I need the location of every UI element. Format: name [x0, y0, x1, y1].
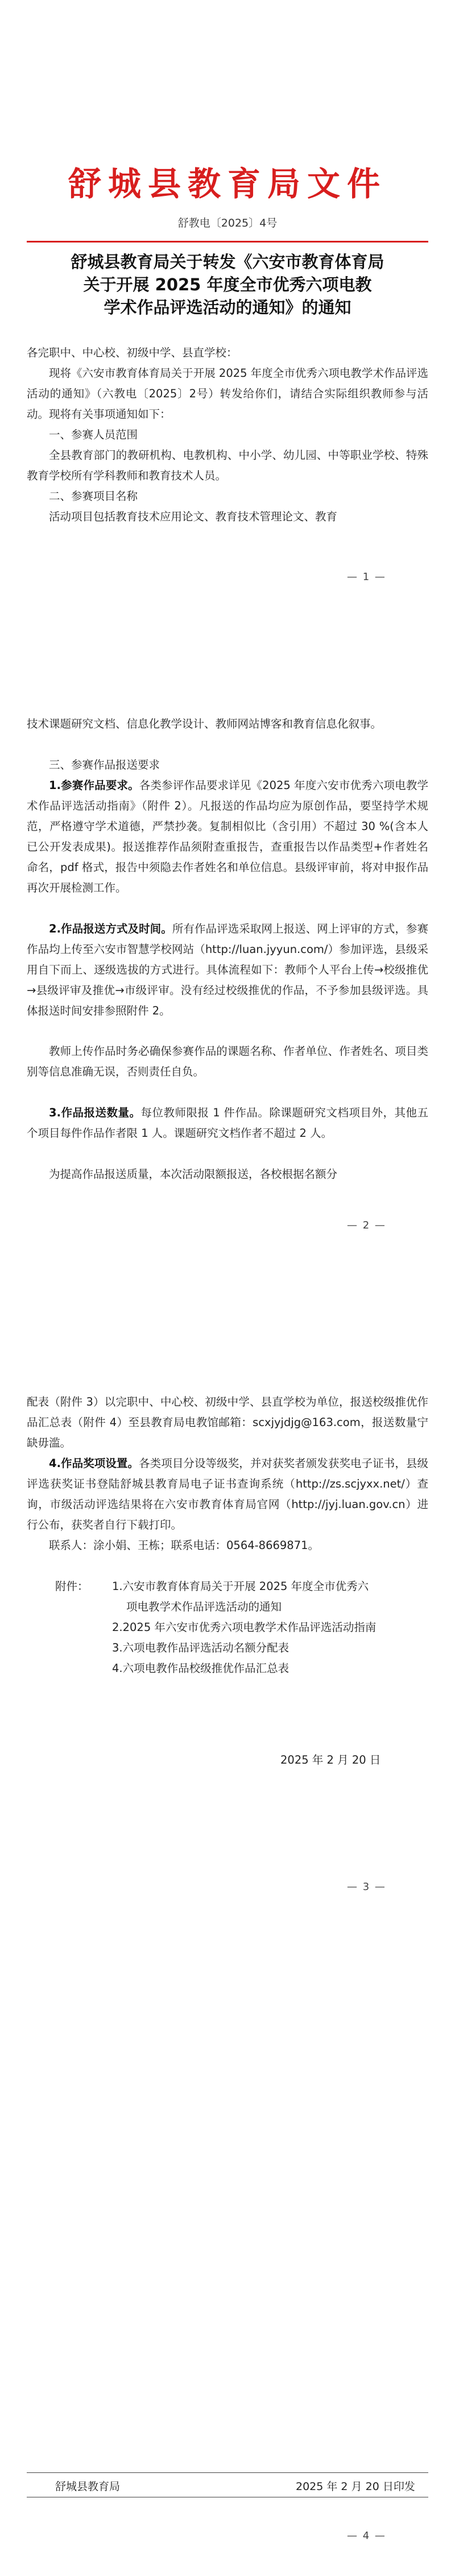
section-2-body-part-2: 技术课题研究文档、信息化教学设计、教师网站博客和教育信息化叙事。 [27, 717, 382, 730]
section-3-item-3 [27, 1103, 428, 1144]
section-1-body: 全县教育部门的教研机构、电教机构、中小学、幼儿园、中等职业学校、特殊教育学校所有学科教师和教育技术人员。 [27, 449, 428, 482]
section-1-heading: 一、参赛人员范围 [49, 428, 138, 441]
item-3-label: 3.作品报送数量。 [49, 1106, 141, 1119]
signature-date: 2025 年 2 月 20 日 [280, 1753, 381, 1766]
attachment-item-4: 4.六项电教作品校级推优作品汇总表 [112, 1662, 289, 1675]
attachment-item-1: 1.六安市教育体育局关于开展 2025 年度全市优秀六 [112, 1580, 369, 1593]
item-2-label: 2.作品报送方式及时间。 [49, 922, 172, 935]
section-3-heading: 三、参赛作品报送要求 [49, 758, 160, 771]
item-2-note: 教师上传作品时务必确保参赛作品的课题名称、作者单位、作者姓名、项目类别等信息准确无误，否则责任自负。 [27, 1045, 428, 1078]
item-2-text: 所有作品评选采取网上报送、网上评审的方式，参赛作品均上传至六安市智慧学校网站（http://luan.jyyun.com/）参加评选，县级采用自下而上、逐级选拔的方式进行。具体流程如下：教师个人平台上传→校级推优→县级评审及推优→市级评审。没有经过校级推优的作品，不予参加县级评选。具体报送时间安排参照附件 2。 [27, 922, 428, 1017]
intro-paragraph: 现将《六安市教育体育局关于开展 2025 年度全市优秀六项电教学术作品评选活动的通知》（六教电〔2025〕2号）转发给你们，请结合实际组织教师参与活动。现将有关事项通知如下： [27, 367, 428, 421]
attachment-item-1-cont: 项电教学术作品评选活动的通知 [126, 1600, 282, 1613]
footer-print-date: 2025 年 2 月 20 日印发 [296, 2480, 415, 2493]
footer-issuer: 舒城县教育局 [55, 2480, 121, 2493]
item-3-text: 每位教师限报 1 件作品。除课题研究文档项目外，其他五个项目每件作品作者限 1 人。课题研究文档作者不超过 2 人。 [27, 1106, 428, 1140]
page-number-3: — 3 — [347, 1881, 386, 1893]
attachments-label: 附件： [55, 1580, 89, 1593]
page-number-2: — 2 — [347, 1219, 386, 1231]
item-4-text: 各类项目分设等级奖，并对获奖者颁发获奖电子证书，县级评选获奖证书登陆舒城县教育局电子证书查询系统（http://zs.scjyxx.net/）查询，市级活动评选结果将在六安市教育体育局官网（http://jyj.luan.gov.cn）进行公布，获奖者自行下载打印。 [27, 1457, 428, 1531]
page-number-4: — 4 — [347, 2530, 386, 2542]
item-1-text: 各类参评作品要求详见《2025 年度六安市优秀六项电教学术作品评选活动指南》（附件 2）。凡报送的作品均应为原创作品，要坚持学术规范，严格遵守学术道德，严禁抄袭。复制相似比（含引用）不超过 30 %(含本人已公开发表成果)。报送推荐作品须附查重报告，查重报告以作品类型+作者姓名命名，pdf 格式，报告中须隐去作者姓名和单位信息。县级评审前，将对申报作品再次开展检测工作。 [27, 779, 429, 894]
section-3-item-1 [27, 775, 428, 898]
item-3-note-part-2: 配表（附件 3）以完职中、中心校、初级中学、县直学校为单位，报送校级推优作品汇总表（附件 4）至县教育局电教馆邮箱：scxjyjdjg@163.com，报送数量宁缺毋滥。 [27, 1395, 428, 1449]
document-number: 舒教电〔2025〕4号 [177, 217, 278, 229]
section-2-heading: 二、参赛项目名称 [49, 490, 138, 503]
document-title-line-2: 关于开展 2025 年度全市优秀六项电教 [83, 275, 372, 294]
document-title-line-3: 学术作品评选活动的通知》的通知 [104, 298, 351, 317]
attachment-item-2: 2.2025 年六安市优秀六项电教学术作品评选活动指南 [112, 1621, 377, 1634]
section-3-item-4 [27, 1453, 428, 1535]
document-header-title: 舒城县教育局文件 [68, 165, 387, 203]
document-title-line-1: 舒城县教育局关于转发《六安市教育体育局 [71, 252, 384, 272]
salutation: 各完职中、中心校、初级中学、县直学校： [27, 346, 238, 359]
attachment-item-3: 3.六项电教作品评选活动名额分配表 [112, 1641, 289, 1654]
red-divider [27, 241, 428, 243]
item-1-label: 1.参赛作品要求。 [49, 779, 139, 792]
footer-top-rule [27, 2472, 428, 2473]
item-4-label: 4.作品奖项设置。 [49, 1457, 139, 1470]
document-title [27, 250, 428, 319]
section-2-body-part-1: 活动项目包括教育技术应用论文、教育技术管理论文、教育 [49, 510, 338, 523]
section-3-item-2 [27, 919, 428, 1021]
page-number-1: — 1 — [347, 571, 386, 583]
contact-line: 联系人：涂小娟、王栋；联系电话：0564-8669871。 [49, 1539, 320, 1552]
item-3-note-part-1: 为提高作品报送质量，本次活动限额报送，各校根据名额分 [49, 1168, 338, 1181]
